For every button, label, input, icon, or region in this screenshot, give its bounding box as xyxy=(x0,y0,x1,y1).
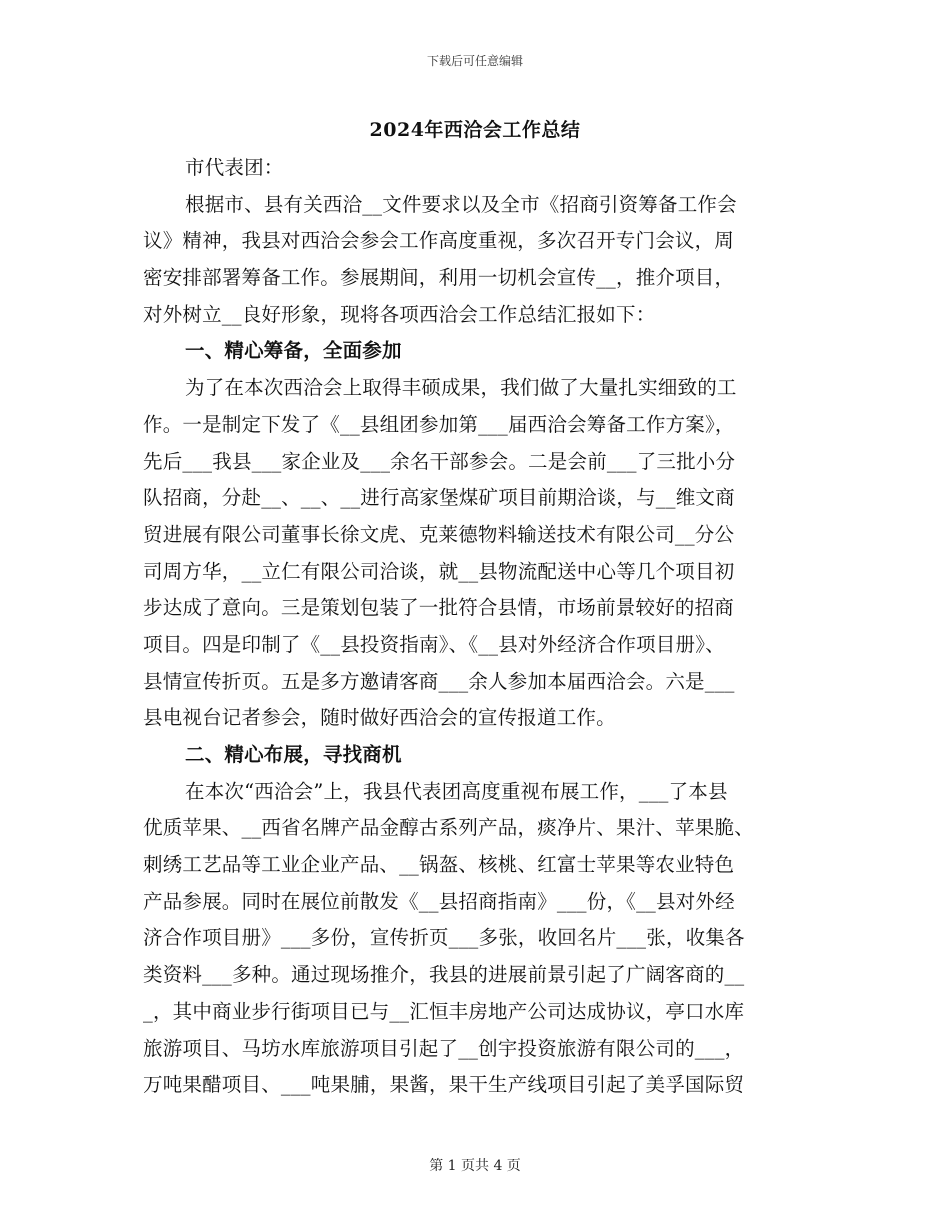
paragraph-line: 万吨果醋项目、___吨果脯，果酱，果干生产线项目引起了美孚国际贸 xyxy=(143,1073,745,1097)
paragraph-line: 队招商，分赴__、__、__进行高家堡煤矿项目前期洽谈，与__维文商 xyxy=(143,486,735,510)
paragraph-line: 类资料___多种。通过现场推介，我县的进展前景引起了广阔客商的__ xyxy=(143,963,745,987)
paragraph-line: 旅游项目、马坊水库旅游项目引起了__创宇投资旅游有限公司的___， xyxy=(143,1036,745,1060)
document-title: 2024年西洽会工作总结 xyxy=(369,119,581,141)
paragraph-line: 司周方华，__立仁有限公司洽谈，就__县物流配送中心等几个项目初 xyxy=(143,559,735,583)
paragraph-line: 县电视台记者参会，随时做好西洽会的宣传报道工作。 xyxy=(143,706,616,730)
paragraph-line: 刺绣工艺品等工业企业产品、__锅盔、核桃、红富士苹果等农业特色 xyxy=(143,853,735,877)
paragraph-line: 作。一是制定下发了《__县组团参加第___届西洽会筹备工作方案》， xyxy=(143,412,735,436)
paragraph-line: 贸进展有限公司董事长徐文虎、克莱德物料输送技术有限公司__分公 xyxy=(143,522,735,546)
document-body xyxy=(143,150,811,1104)
paragraph-line: 优质苹果、__西省名牌产品金醇古系列产品，痰净片、果汁、苹果脆、 xyxy=(143,816,754,840)
paragraph-line: 议》精神，我县对西洽会参会工作高度重视，多次召开专门会议，周 xyxy=(143,229,735,253)
paragraph-line: 县情宣传折页。五是多方邀请客商___余人参加本届西洽会。六是___ xyxy=(143,669,735,693)
paragraph-line: 先后___我县___家企业及___余名干部参会。二是会前___了三批小分 xyxy=(143,449,736,473)
paragraph-line: 在本次“西洽会”上，我县代表团高度重视布展工作，___了本县 xyxy=(185,779,728,803)
paragraph-line: 为了在本次西洽会上取得丰硕成果，我们做了大量扎实细致的工 xyxy=(185,376,737,400)
paragraph-line: 步达成了意向。三是策划包装了一批符合县情，市场前景较好的招商 xyxy=(143,596,735,620)
paragraph-line: 密安排部署筹备工作。参展期间，利用一切机会宣传__，推介项目， xyxy=(143,266,735,290)
section-heading-2: 二、精心布展，寻找商机 xyxy=(185,743,402,766)
paragraph-line: _，其中商业步行街项目已与__汇恒丰房地产公司达成协议，亭口水库 xyxy=(143,999,745,1023)
paragraph-line: 项目。四是印制了《__县投资指南》、《__县对外经济合作项目册》、 xyxy=(143,632,725,656)
paragraph-line: 对外树立__良好形象，现将各项西洽会工作总结汇报如下： xyxy=(143,302,656,326)
page-number-footer: 第 1 页共 4 页 xyxy=(429,1158,521,1174)
section-heading-1: 一、精心筹备，全面参加 xyxy=(185,339,402,363)
paragraph-line: 济合作项目册》___多份，宣传折页___多张，收回名片___张，收集各 xyxy=(143,926,745,950)
paragraph-line: 根据市、县有关西洽__文件要求以及全市《招商引资筹备工作会 xyxy=(185,192,737,216)
page-header-note: 下载后可任意编辑 xyxy=(426,54,523,68)
salutation: 市代表团： xyxy=(185,156,284,179)
paragraph-line: 产品参展。同时在展位前散发《__县招商指南》___份，《__县对外经 xyxy=(143,889,735,913)
